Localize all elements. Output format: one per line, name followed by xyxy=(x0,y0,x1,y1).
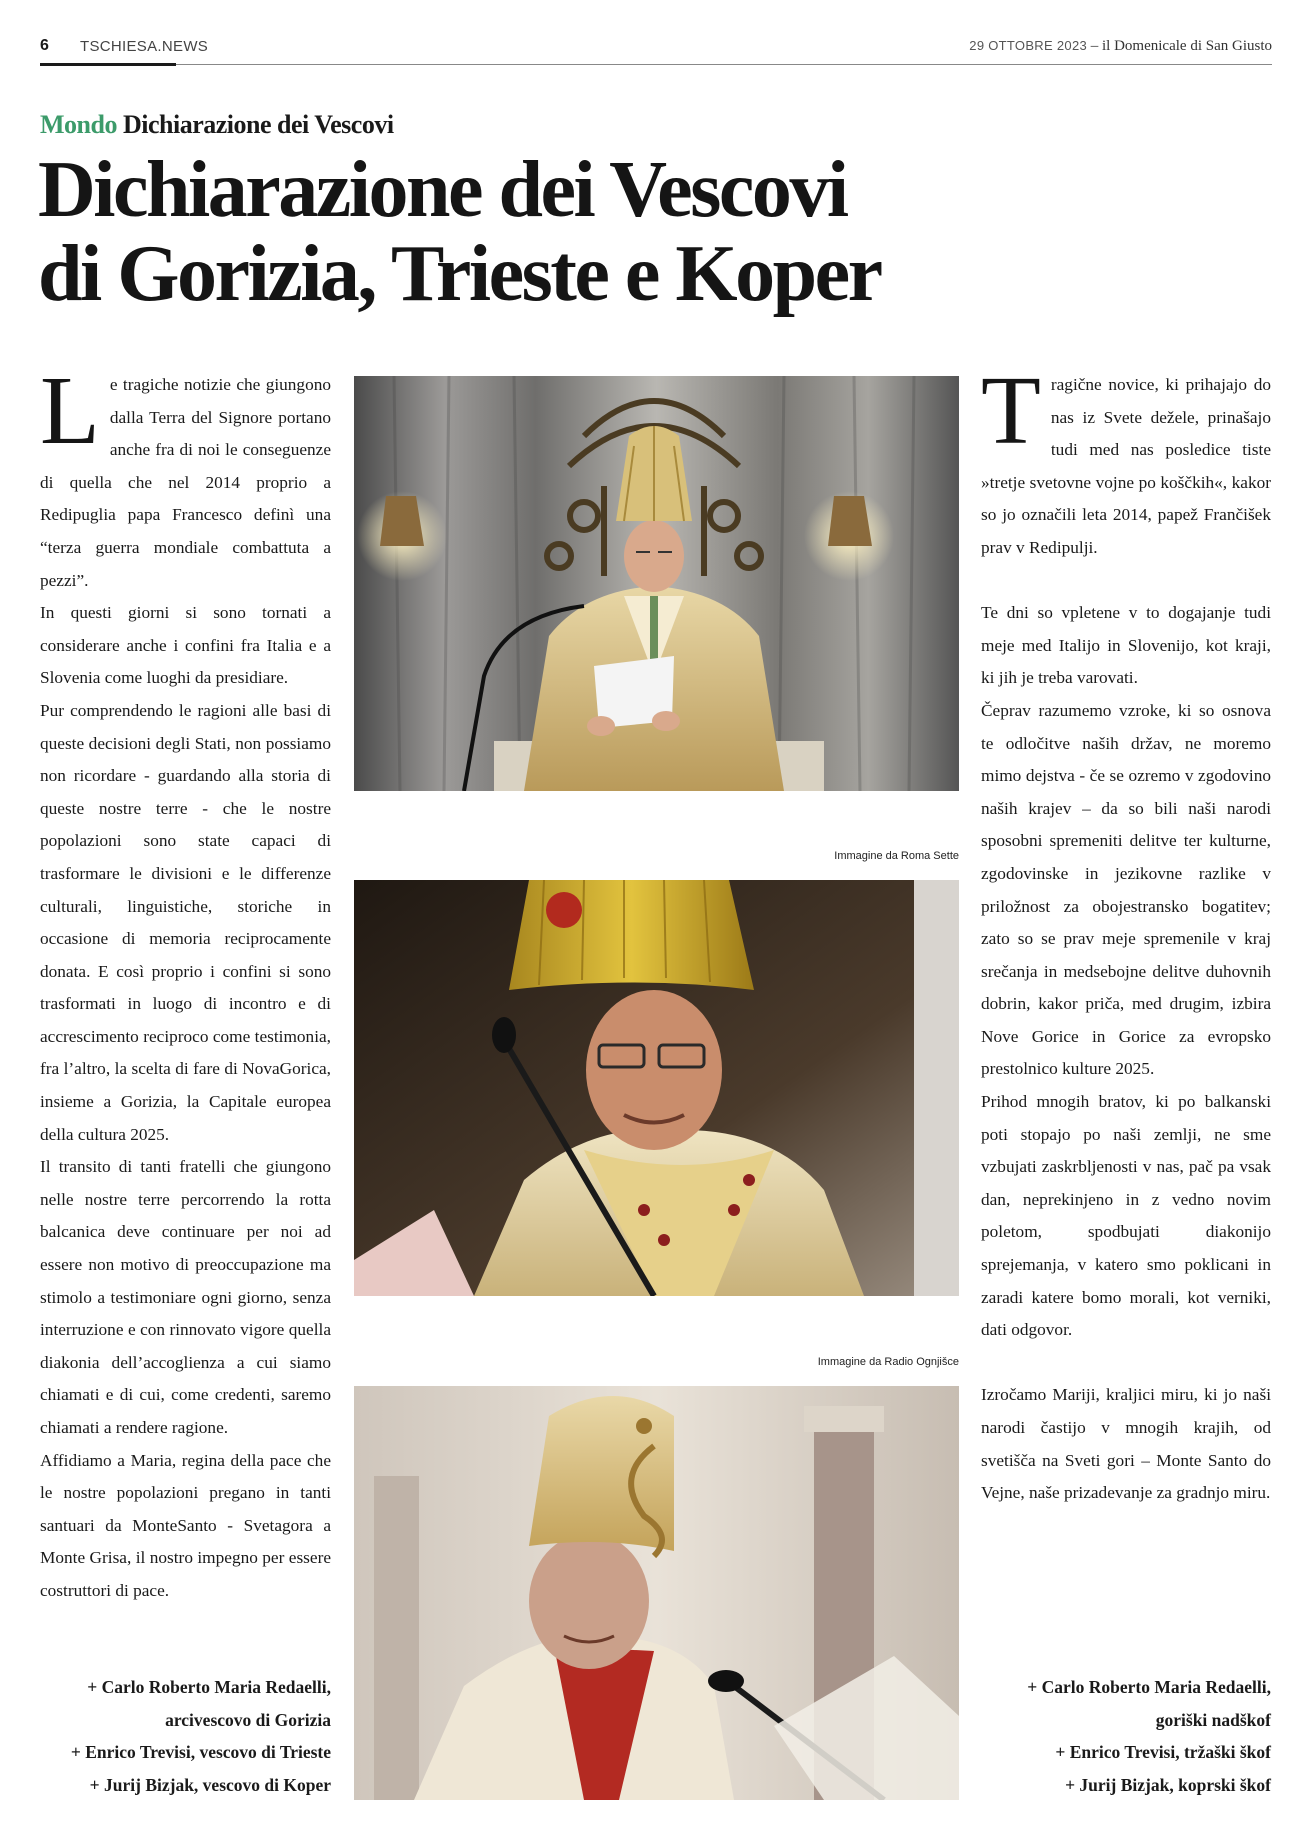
page-number: 6 xyxy=(40,37,49,54)
signature-line: goriški nadškof xyxy=(1155,1709,1271,1730)
italian-dropcap: L xyxy=(40,357,100,465)
slovenian-signature xyxy=(981,1671,1271,1801)
italian-signature xyxy=(40,1671,331,1801)
photo-caption-2: Immagine da Radio Ognjišce xyxy=(817,1356,959,1368)
signature-line: + Enrico Trevisi, vescovo di Trieste xyxy=(70,1742,331,1763)
issue-info xyxy=(969,38,1272,55)
paragraph-spacer xyxy=(981,565,1271,598)
italian-paragraph-5: Affidiamo a Maria, regina della pace che le nostre popolazioni pregano in tanti santuari da MonteSanto - Svetagora a Monte Grisa, il nostro impegno per essere costruttori di pace. xyxy=(40,1450,331,1600)
signature-line: + Carlo Roberto Maria Redaelli, xyxy=(1027,1677,1271,1697)
photo-caption-1: Immagine da Roma Sette xyxy=(834,850,959,862)
slovenian-paragraph-1 xyxy=(981,357,1271,565)
headline-line-2: di Gorizia, Trieste e Koper xyxy=(38,230,881,318)
photo-bishop-trieste xyxy=(354,880,959,1296)
signature-line: + Enrico Trevisi, tržaški škof xyxy=(1055,1742,1271,1763)
slovenian-paragraph-2: Te dni so vpletene v to dogajanje tudi meje med Italijo in Slovenijo, kot kraji, ki jih je treba varovati. xyxy=(981,603,1271,688)
italian-paragraph-3: Pur comprendendo le ragioni alle basi di queste decisioni degli Stati, non possiamo non ricordare - guardando alla storia di queste nostre terre - che le nostre popolazioni sono state capaci di trasformare le divisioni e le differenze culturali, linguistiche, storiche in occasione di memoria reciprocamente donata. E così proprio i confini si sono trasformati in luogo di incontro e di accrescimento reciproco come testimonia, fra l’altro, la scelta di fare di NovaGorica, insieme a Gorizia, la Capitale europea della cultura 2025. xyxy=(40,700,331,1144)
signature-line: + Carlo Roberto Maria Redaelli, xyxy=(87,1677,331,1697)
italian-paragraph-2: In questi giorni si sono tornati a considerare anche i confini fra Italia e a Slovenia come luoghi da presidiare. xyxy=(40,603,331,688)
slovenian-column xyxy=(981,357,1271,1510)
publication-name: il Domenicale di San Giusto xyxy=(1102,38,1272,54)
slovenian-paragraph-3: Čeprav razumemo vzroke, ki so osnova te odločitve naših držav, ne moremo mimo dejstva - če se ozremo v zgodovino naših krajev – da so bili naši narodi sposobni spremeniti delitve ter kulturne, zgodovinske in jezikovne razlike v priložnost za obojestransko bogatitev; zato so se prav meje spremenile v kraj srečanja in medsebojne delitve duhovnih dobrin, kakor priča, med drugim, izbira Nove Gorice in Gorice za evropsko prestolnico kulture 2025. xyxy=(981,700,1271,1079)
signature-line: arcivescovo di Gorizia xyxy=(165,1709,331,1730)
signature-line: + Jurij Bizjak, koprski škof xyxy=(1065,1774,1271,1795)
signature-line: + Jurij Bizjak, vescovo di Koper xyxy=(89,1774,331,1795)
header-separator: – xyxy=(1087,38,1103,54)
italian-column xyxy=(40,357,331,1608)
photo-bishop-gorizia xyxy=(354,376,959,791)
italian-paragraph-1-text: e tragiche notizie che giungono dalla Terra del Signore portano anche fra di noi le conseguenze di quella che nel 2014 proprio a Redipuglia papa Francesco definì una “terza guerra mondiale combattuta a pezzi”. xyxy=(40,375,331,590)
section-label[interactable]: Mondo xyxy=(40,110,117,139)
kicker xyxy=(40,110,394,140)
slovenian-paragraph-5: Izročamo Mariji, kraljici miru, ki jo naši narodi častijo v mnogih krajih, od svetišča na Sveti gori – Monte Santo do Vejne, naše prizadevanje za gradnjo miru. xyxy=(981,1385,1271,1503)
italian-paragraph-4: Il transito di tanti fratelli che giungono nelle nostre terre percorrendo la rotta balcanica deve continuare per noi ad essere non motivo di preoccupazione ma stimolo a testimoniare ogni giorno, senza interruzione e con rinnovato vigore quella diakonia dell’accoglienza a cui siamo chiamati e di cui, come credenti, saremo chiamati a rendere ragione. xyxy=(40,1157,331,1437)
site-name[interactable]: TSCHIESA.NEWS xyxy=(80,38,209,55)
issue-date: 29 OTTOBRE 2023 xyxy=(969,38,1088,53)
headline xyxy=(38,148,1258,316)
headline-line-1: Dichiarazione dei Vescovi xyxy=(38,146,847,234)
slovenian-paragraph-1-text: ragične novice, ki prihajajo do nas iz Svete dežele, prinašajo tudi med nas posledice tiste »tretje svetovne vojne po koščkih«, kakor so jo označili leta 2014, papež Frančišek prav v Redipulji. xyxy=(981,375,1271,557)
slovenian-dropcap: T xyxy=(981,357,1041,465)
paragraph-spacer xyxy=(981,1347,1271,1380)
topic-label: Dichiarazione dei Vescovi xyxy=(122,110,394,139)
photo-bishop-koper xyxy=(354,1386,959,1800)
header-rule-accent xyxy=(40,63,176,66)
slovenian-paragraph-4: Prihod mnogih bratov, ki po balkanski poti stopajo po naši zemlji, ne sme vzbujati zaskrbljenosti v nas, pač pa vsak dan, neprekinjeno in z vedno novim poletom, spodbujati diakonijo sprejemanja, v katero smo poklicani in zaradi katere bomo morali, kot verniki, dati odgovor. xyxy=(981,1092,1271,1340)
italian-paragraph-1 xyxy=(40,357,331,597)
header-rule xyxy=(40,64,1272,65)
